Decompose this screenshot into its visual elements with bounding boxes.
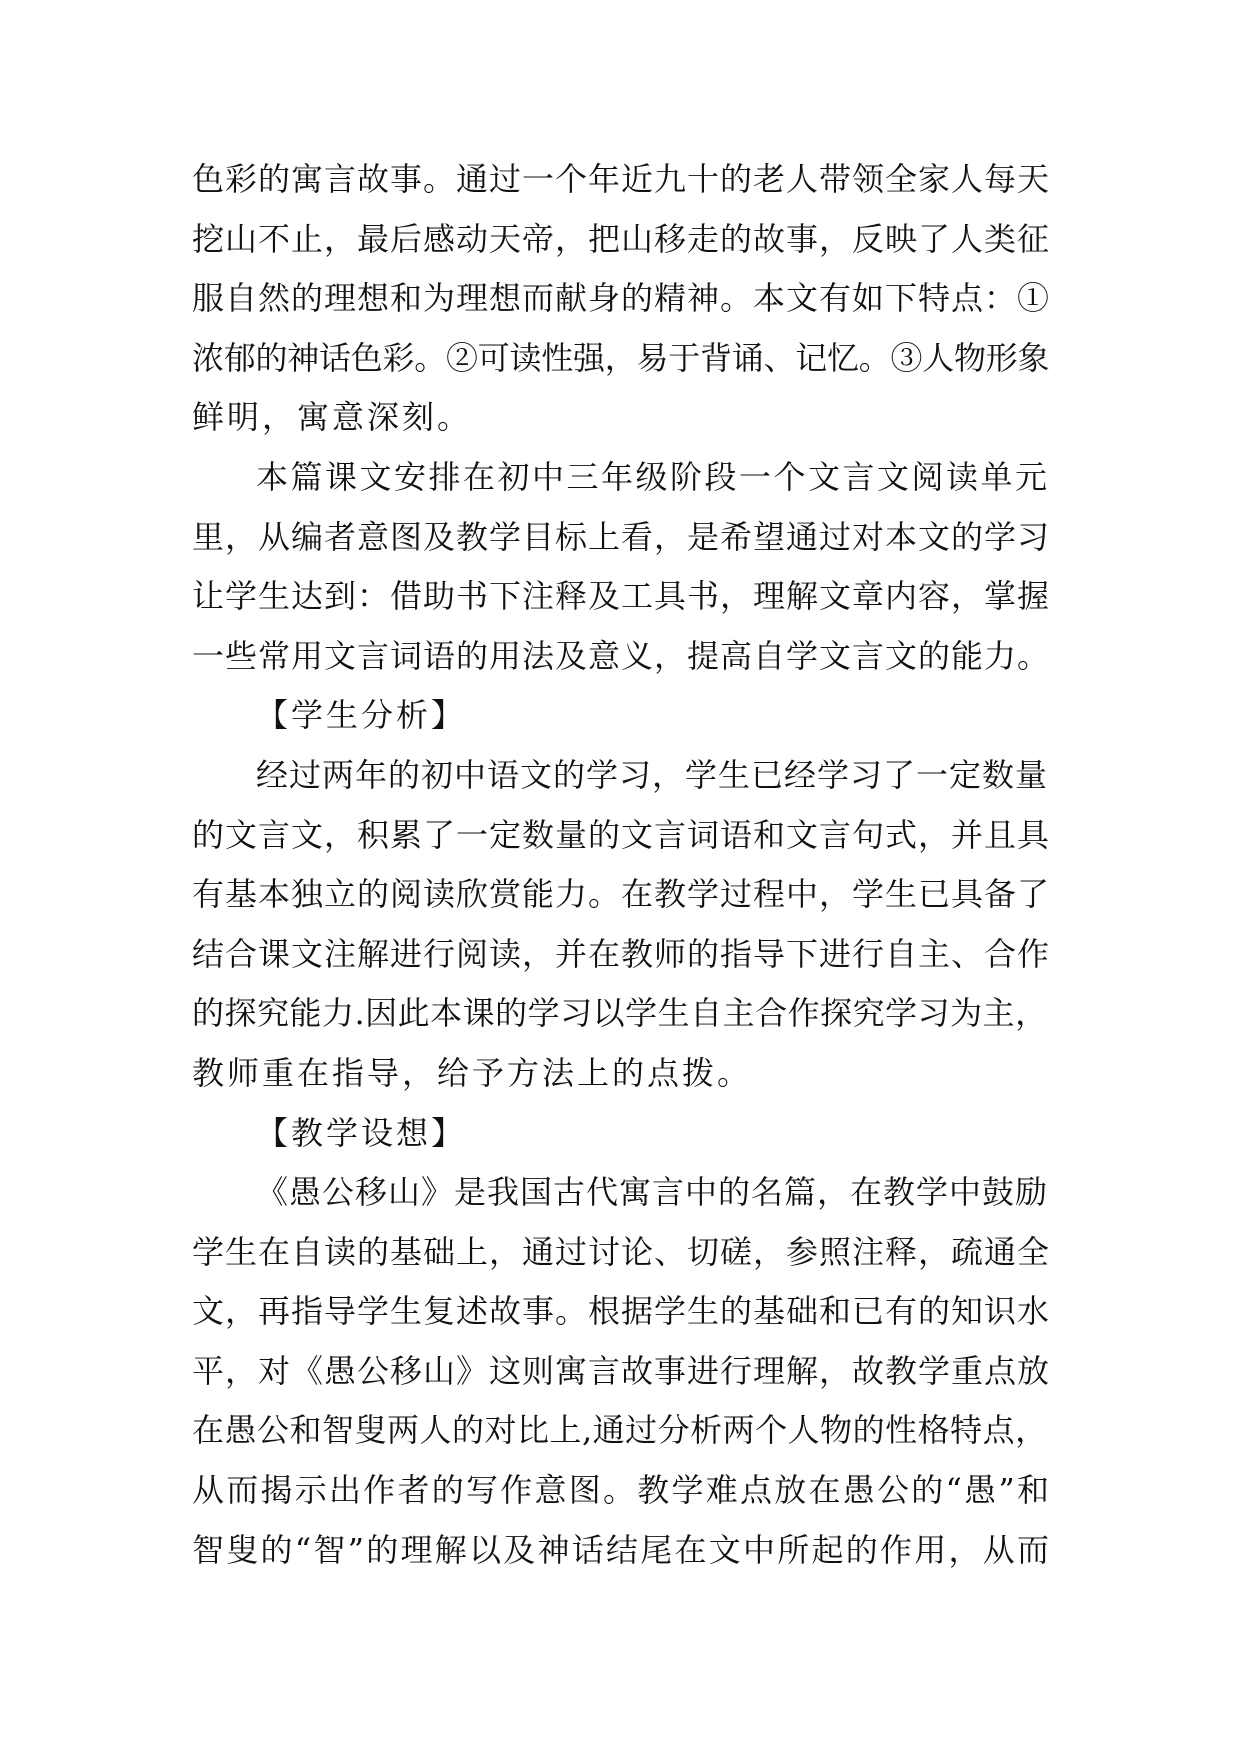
paragraph-start-line: 《愚公移山》是我国古代寓言中的名篇，在教学中鼓励 (256, 1173, 1049, 1212)
body-text (192, 150, 1052, 1580)
section-heading-teaching-plan: 【教学设想】 (256, 1113, 467, 1152)
text-line: 挖山不止，最后感动天帝，把山移走的故事，反映了人类征 (192, 219, 1051, 258)
section-heading-student-analysis: 【学生分析】 (256, 696, 467, 735)
text-line: 一些常用文言词语的用法及意义，提高自学文言文的能力。 (192, 636, 1051, 675)
text-line: 智叟的“智”的理解以及神话结尾在文中所起的作用，从而 (192, 1530, 1052, 1569)
text-line: 色彩的寓言故事。通过一个年近九十的老人带领全家人每天 (192, 160, 1051, 198)
text-line: 鲜明，寓意深刻。 (192, 398, 473, 437)
paragraph-start-line: 经过两年的初中语文的学习，学生已经学习了一定数量 (256, 755, 1049, 794)
paragraph-start-line: 本篇课文安排在初中三年级阶段一个文言文阅读单元 (256, 457, 1050, 496)
text-line: 的探究能力.因此本课的学习以学生自主合作探究学习为主， (192, 994, 1048, 1033)
text-line: 从而揭示出作者的写作意图。教学难点放在愚公的“愚”和 (192, 1471, 1052, 1510)
text-line: 的文言文，积累了一定数量的文言词语和文言句式，并且具 (192, 815, 1051, 854)
text-line: 平，对《愚公移山》这则寓言故事进行理解，故教学重点放 (192, 1351, 1051, 1390)
text-line: 学生在自读的基础上，通过讨论、切磋，参照注释，疏通全 (192, 1232, 1051, 1271)
text-line: 有基本独立的阅读欣赏能力。在教学过程中，学生已具备了 (192, 875, 1051, 914)
text-line: 教师重在指导，给予方法上的点拨。 (192, 1053, 753, 1092)
text-line: 文，再指导学生复述故事。根据学生的基础和已有的知识水 (192, 1292, 1051, 1331)
text-line: 让学生达到：借助书下注释及工具书，理解文章内容，掌握 (192, 577, 1051, 616)
text-line: 结合课文注解进行阅读，并在教师的指导下进行自主、合作 (192, 934, 1051, 973)
text-line: 在愚公和智叟两人的对比上,通过分析两个人物的性格特点， (192, 1411, 1048, 1450)
text-line: 服自然的理想和为理想而献身的精神。本文有如下特点：① (192, 279, 1051, 318)
text-line: 里，从编者意图及教学目标上看，是希望通过对本文的学习 (192, 517, 1051, 556)
text-line: 浓郁的神话色彩。②可读性强，易于背诵、记忆。③人物形象 (192, 338, 1050, 377)
